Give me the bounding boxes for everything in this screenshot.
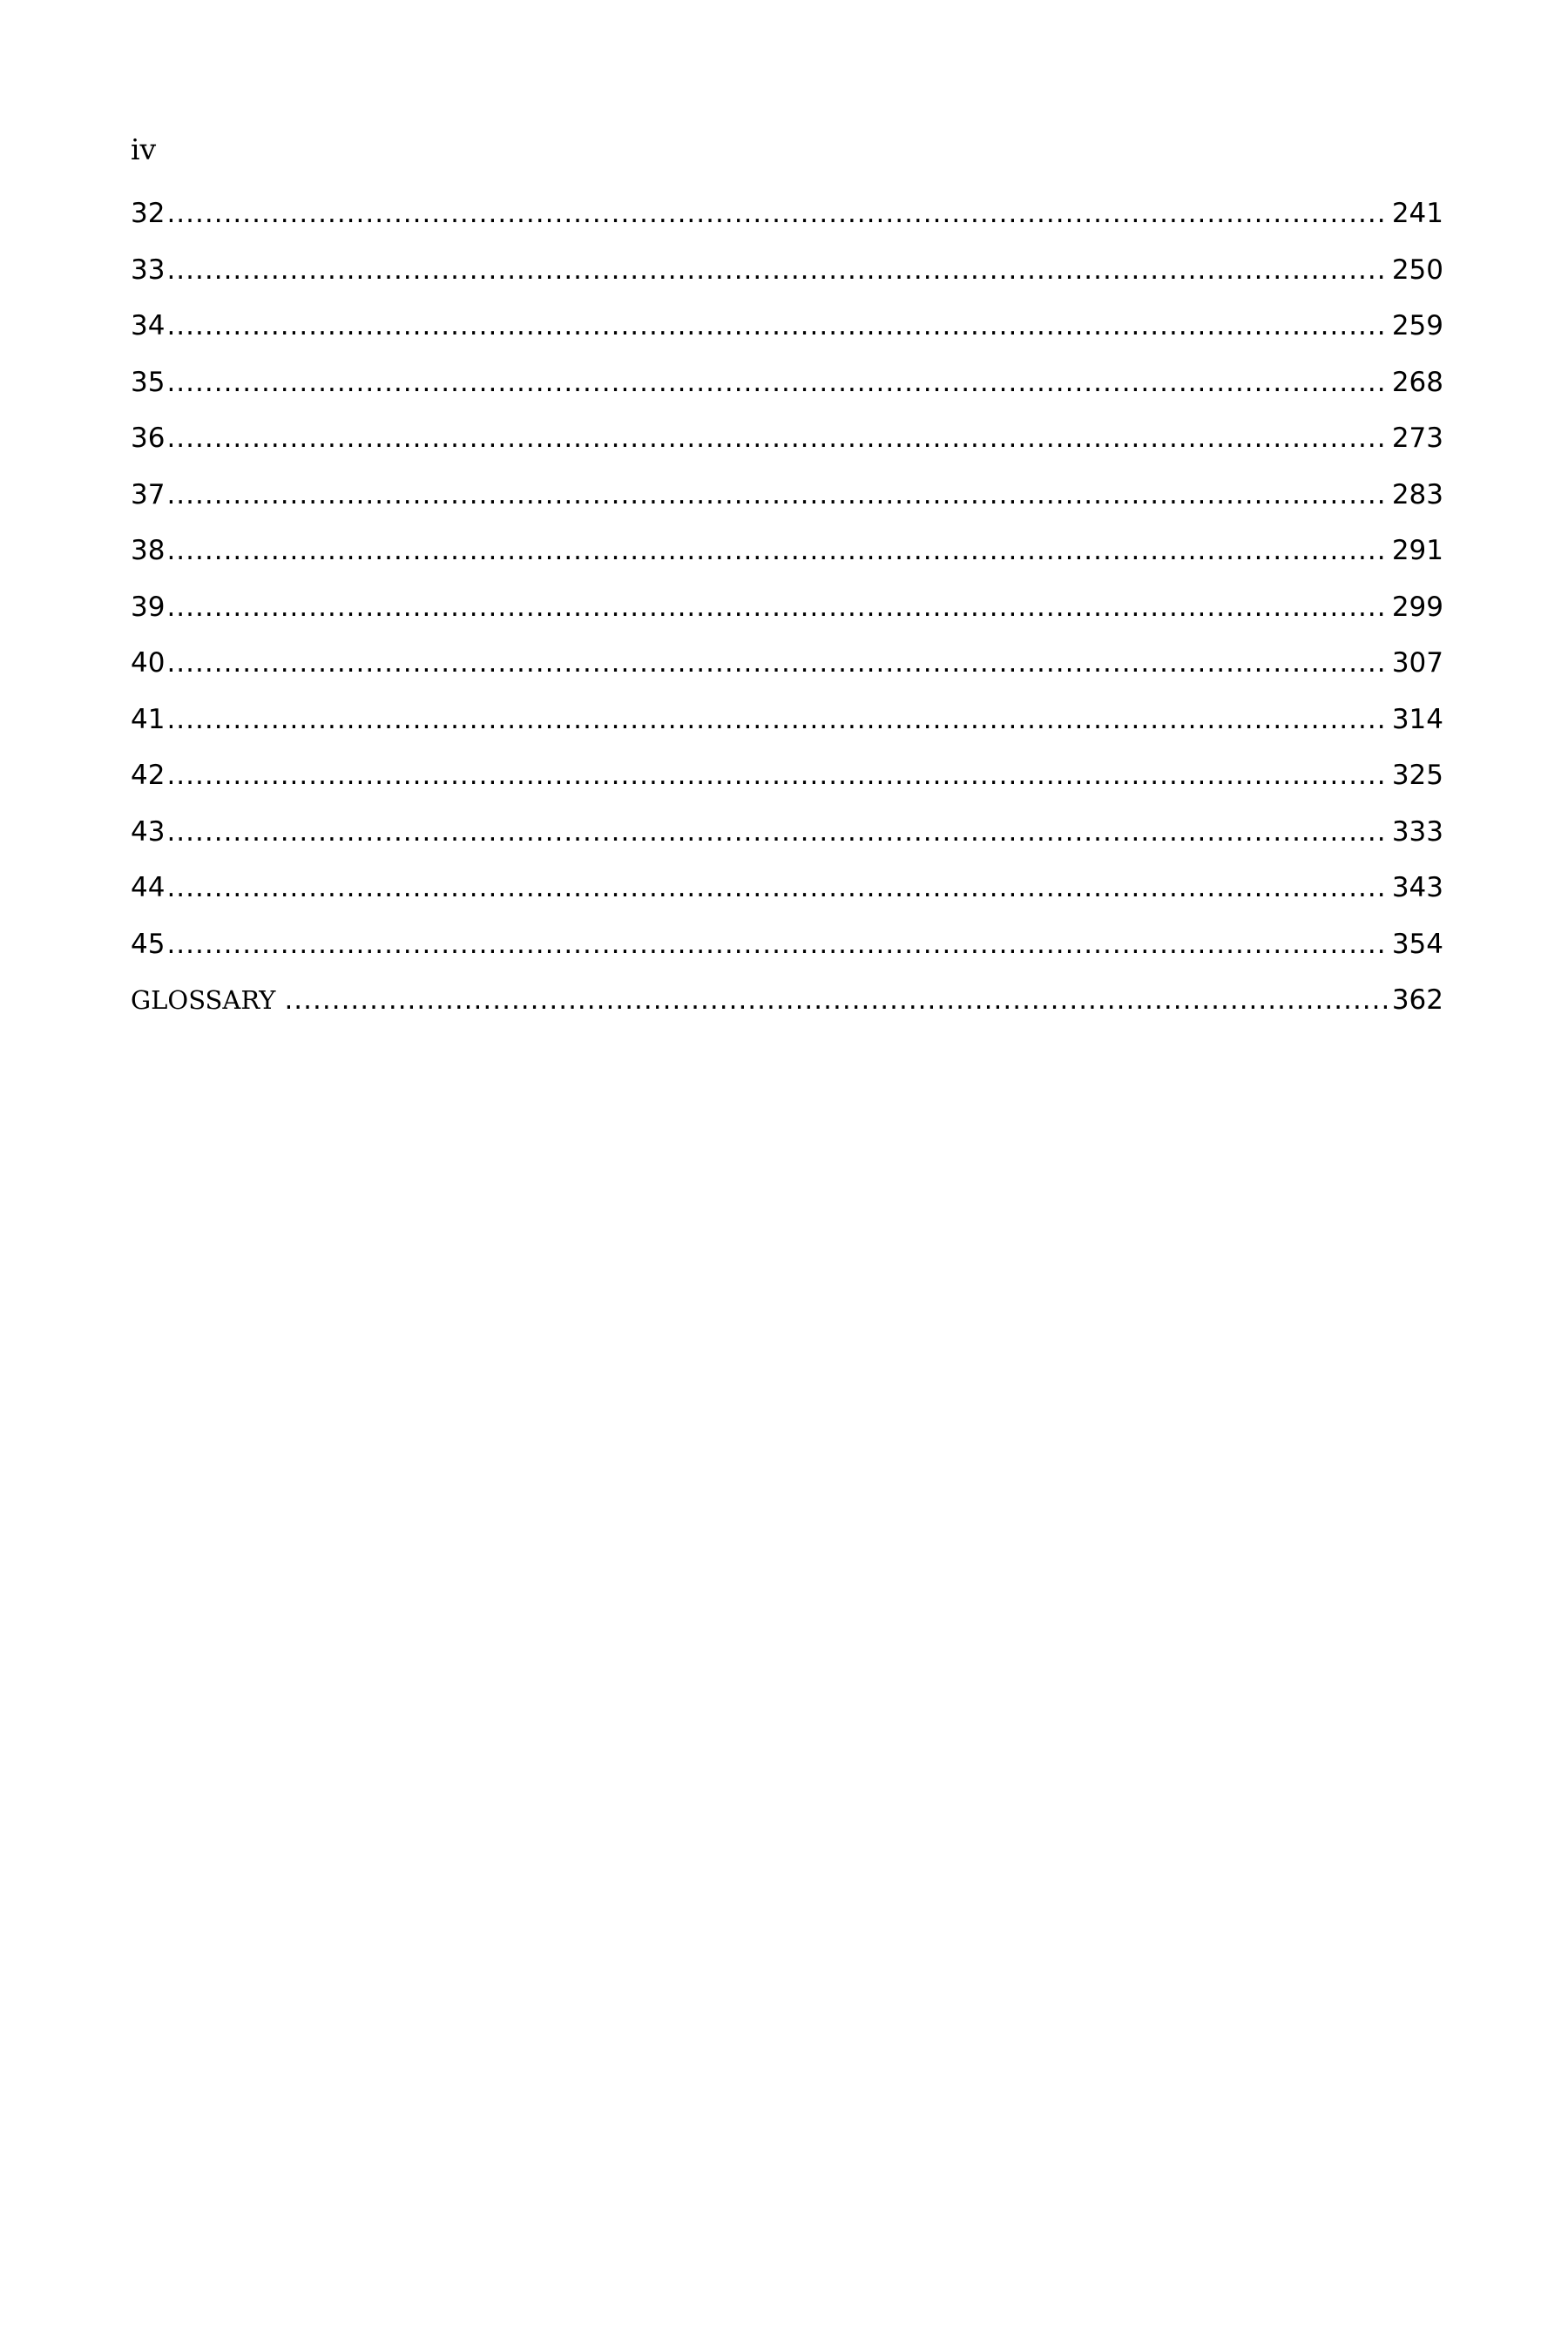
toc-entry[interactable] xyxy=(131,308,1443,365)
toc-entry-label: 40 xyxy=(131,647,166,679)
toc-entry-page: 307 xyxy=(1391,647,1443,679)
toc-entry-label: 34 xyxy=(131,310,166,341)
toc-entry[interactable] xyxy=(131,590,1443,646)
toc-dot-leader xyxy=(166,421,1388,456)
toc-entry[interactable] xyxy=(131,870,1443,927)
toc-entry[interactable] xyxy=(131,645,1443,702)
page-number: iv xyxy=(131,132,157,166)
toc-entry-page: 250 xyxy=(1391,253,1443,286)
toc-dot-leader xyxy=(166,477,1388,512)
toc-entry-label: 38 xyxy=(131,535,166,566)
toc-entry[interactable] xyxy=(131,702,1443,759)
toc-entry-page: 241 xyxy=(1391,198,1443,229)
toc-entry-page: 268 xyxy=(1391,366,1443,398)
toc-dot-leader xyxy=(166,590,1388,625)
toc-entry-page: 273 xyxy=(1391,422,1443,454)
toc-entry-label: 36 xyxy=(131,422,166,454)
toc-dot-leader xyxy=(166,196,1388,231)
toc-dot-leader xyxy=(166,814,1388,849)
toc-dot-leader xyxy=(166,308,1388,343)
toc-entry-label: 44 xyxy=(131,872,166,903)
toc-entry-page: 325 xyxy=(1391,760,1443,791)
toc-entry-page: 283 xyxy=(1391,478,1443,510)
toc-entry-label: 45 xyxy=(131,928,166,960)
toc-entry-label: 33 xyxy=(131,253,166,286)
toc-entry-page: 299 xyxy=(1391,591,1443,623)
toc-dot-leader xyxy=(284,983,1388,1017)
toc-entry[interactable] xyxy=(131,477,1443,534)
toc-entry[interactable] xyxy=(131,365,1443,422)
toc-entry-page: 343 xyxy=(1391,872,1443,903)
toc-dot-leader xyxy=(166,927,1388,962)
toc-entry-glossary[interactable] xyxy=(131,983,1443,1039)
toc-dot-leader xyxy=(166,253,1388,287)
toc-entry-page: 259 xyxy=(1391,310,1443,341)
toc-entry[interactable] xyxy=(131,253,1443,309)
toc-entry-label: 39 xyxy=(131,591,166,623)
toc-entry-page: 362 xyxy=(1391,984,1443,1016)
toc-dot-leader xyxy=(166,365,1388,400)
toc-entry-label: 37 xyxy=(131,478,166,510)
toc-entry[interactable] xyxy=(131,533,1443,590)
toc-entry[interactable] xyxy=(131,196,1443,253)
toc-dot-leader xyxy=(166,702,1388,737)
table-of-contents xyxy=(131,196,1443,1039)
toc-entry-label: 32 xyxy=(131,198,166,229)
toc-entry-page: 354 xyxy=(1391,928,1443,960)
toc-entry-page: 291 xyxy=(1391,535,1443,566)
toc-entry-label: GLOSSARY xyxy=(131,985,276,1015)
toc-dot-leader xyxy=(166,533,1388,568)
toc-entry-label: 35 xyxy=(131,366,166,398)
toc-entry[interactable] xyxy=(131,758,1443,814)
toc-dot-leader xyxy=(166,870,1388,905)
toc-entry-label: 42 xyxy=(131,760,166,791)
toc-entry[interactable] xyxy=(131,421,1443,477)
toc-entry-page: 333 xyxy=(1391,815,1443,848)
toc-dot-leader xyxy=(166,645,1388,680)
toc-entry-label: 43 xyxy=(131,815,166,848)
toc-entry-label: 41 xyxy=(131,703,166,735)
toc-entry[interactable] xyxy=(131,927,1443,983)
toc-entry-page: 314 xyxy=(1391,703,1443,735)
toc-entry[interactable] xyxy=(131,814,1443,871)
toc-dot-leader xyxy=(166,758,1388,793)
